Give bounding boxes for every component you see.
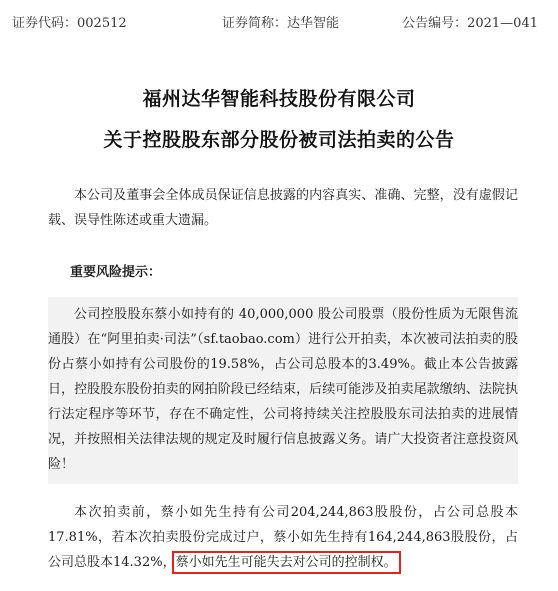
risk-paragraph: 公司控股股东蔡小如持有的 40,000,000 股公司股票（股份性质为无限售流通股）在“阿里拍卖·司法”（sf.taobao.com）进行公开拍卖，本次被司法拍卖的股份占蔡小如持有公司股份的19.58%，占公司总股本的3.49%。截止本公告披露日，控股股东股份拍卖的网拍阶段已经结束，后续可能涉及拍卖尾款缴纳、法院执行法定程序等环节，存在不确定性，公司将持续关注控股股东司法拍卖的进展情况，并按照相关法律法规的规定及时履行信息披露义务。请广大投资者注意投资风险！ <box>48 307 518 472</box>
company-title: 福州达华智能科技股份有限公司 <box>142 88 416 110</box>
final-paragraph-text: 本次拍卖前，蔡小如先生持有公司204,244,863股股份，占公司总股本17.81%，若本次拍卖股份完成过户，蔡小如先生持有164,244,863股股份，占公司总股本14.32%， <box>48 505 518 570</box>
intro-paragraph: 本公司及董事会全体成员保证信息披露的内容真实、准确、完整，没有虚假记载、误导性陈述或重大遗漏。 <box>48 188 518 228</box>
highlighted-sentence: 蔡小如先生可能失去对公司的控制权。 <box>175 555 397 570</box>
final-paragraph <box>48 500 518 575</box>
risk-heading: 重要风险提示： <box>70 265 162 280</box>
announcement-number: 公告编号：2021—041 <box>402 16 538 31</box>
stock-abbreviation: 证券简称：达华智能 <box>222 16 340 31</box>
stock-code: 证券代码：002512 <box>12 16 127 31</box>
announcement-title: 关于控股股东部分股份被司法拍卖的公告 <box>103 129 455 151</box>
